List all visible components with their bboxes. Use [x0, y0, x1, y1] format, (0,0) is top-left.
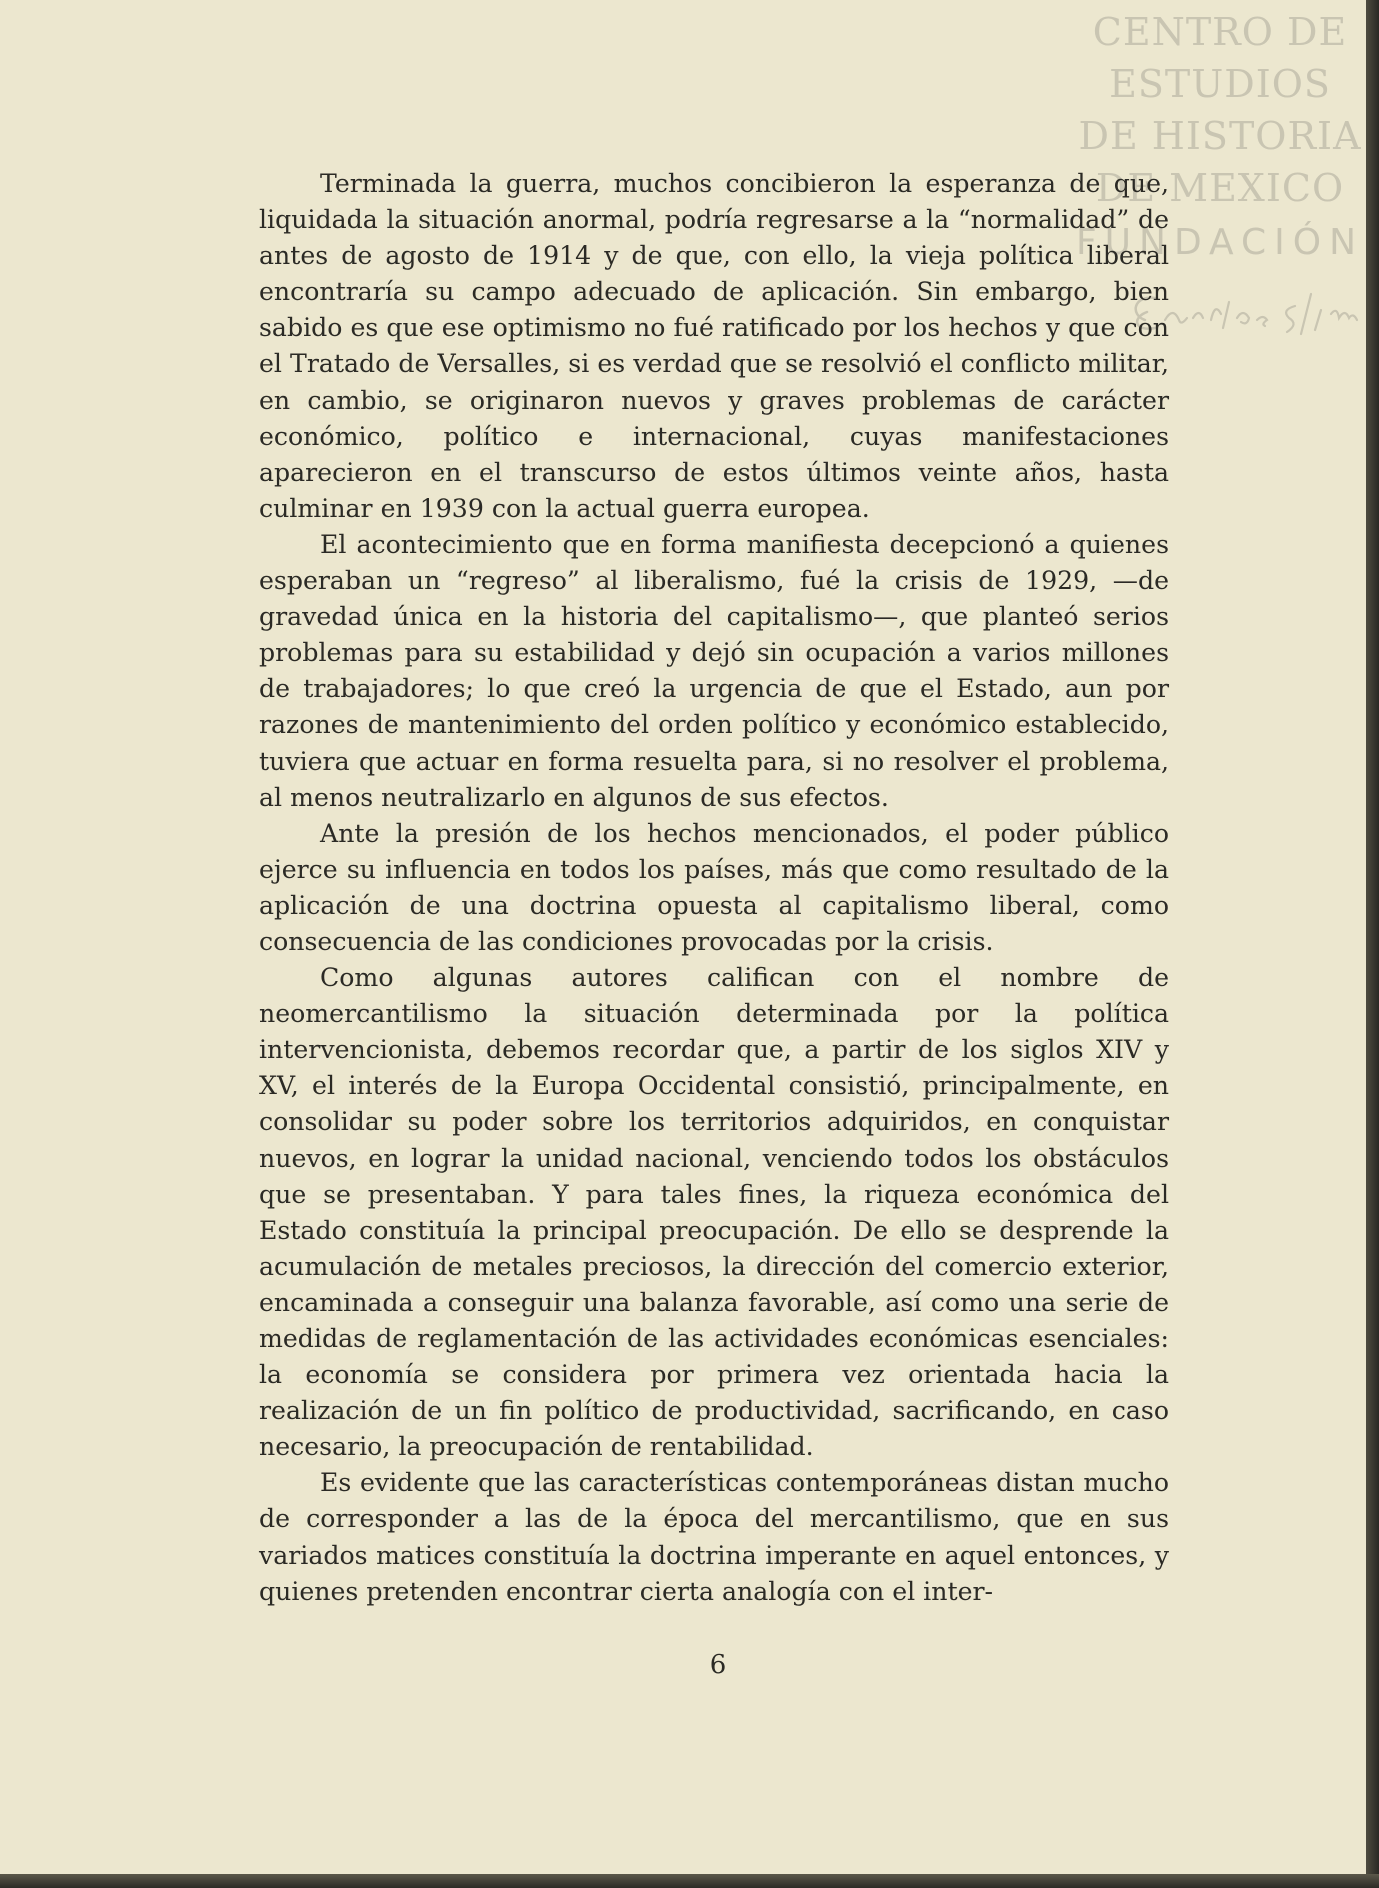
paragraph-2: El acontecimiento que en forma manifiesta decepcionó a quienes esperaban un “regreso” al liberalismo, fué la crisis de 1929, —de gravedad única en la historia del capitalismo—, que planteó serios problemas para su estabilidad y dejó sin ocupación a varios millones de trabajadores; lo que creó la urgencia de que el Estado, aun por razones de mantenimiento del orden político y económico establecido, tuviera que actuar en forma resuelta para, si no resolver el problema, al menos neutralizarlo en algunos de sus efectos. — [259, 529, 1169, 812]
watermark-foundation: FUNDACIÓN — [1075, 222, 1365, 263]
paragraph-3: Ante la presión de los hechos mencionados, el poder público ejerce su influencia en todos los países, más que como resultado de la aplicación de una doctrina opuesta al capitalismo liberal, como consecuencia de las condiciones provocadas por la crisis. — [259, 818, 1169, 956]
page-number: 6 — [709, 1650, 727, 1680]
watermark-line-1: CENTRO DE — [1092, 10, 1348, 54]
paragraph-1: Terminada la guerra, muchos concibieron la esperanza de que, liquidada la situación anormal, podría regresarse a la “normalidad” de antes de agosto de 1914 y de que, con ello, la vieja política liberal encontraría su campo adecuado de aplicación. Sin embargo, bien sabido es que ese optimismo no fué ratificado por los hechos y que con el Tratado de Versalles, si es verdad que se resolvió el conflicto militar, en cambio, se originaron nuevos y graves problemas de carácter económico, político e internacional, cuyas manifestaciones aparecieron en el transcurso de estos últimos veinte años, hasta culminar en 1939 con la actual guerra europea. — [259, 169, 1169, 523]
body-text — [259, 166, 1169, 1610]
watermark-line-3: DE HISTORIA — [1078, 114, 1362, 158]
watermark-line-2: ESTUDIOS — [1109, 62, 1331, 106]
scan-edge-right — [1366, 0, 1379, 1888]
paragraph-5: Es evidente que las características contemporáneas distan mucho de corresponder a las de la época del mercantilismo, que en sus variados matices constituía la doctrina imperante en aquel entonces, y quienes pretenden encontrar cierta analogía con el inter- — [259, 1468, 1169, 1606]
paragraph-4: Como algunas autores califican con el nombre de neomercantilismo la situación determinada por la política intervencionista, debemos recordar que, a partir de los siglos XIV y XV, el interés de la Europa Occidental consistió, principalmente, en consolidar su poder sobre los territorios adquiridos, en conquistar nuevos, en lograr la unidad nacional, venciendo todos los obstáculos que se presentaban. Y para tales fines, la riqueza económica del Estado constituía la principal preocupación. De ello se desprende la acumulación de metales preciosos, la dirección del comercio exterior, encaminada a conseguir una balanza favorable, así como una serie de medidas de reglamentación de las actividades económicas esenciales: la economía se considera por primera vez orientada hacia la realización de un fin político de productividad, sacrificando, en caso necesario, la preocupación de rentabilidad. — [259, 963, 1169, 1462]
scan-edge-bottom — [0, 1874, 1379, 1888]
watermark-line-4: DE MEXICO — [1095, 166, 1345, 210]
